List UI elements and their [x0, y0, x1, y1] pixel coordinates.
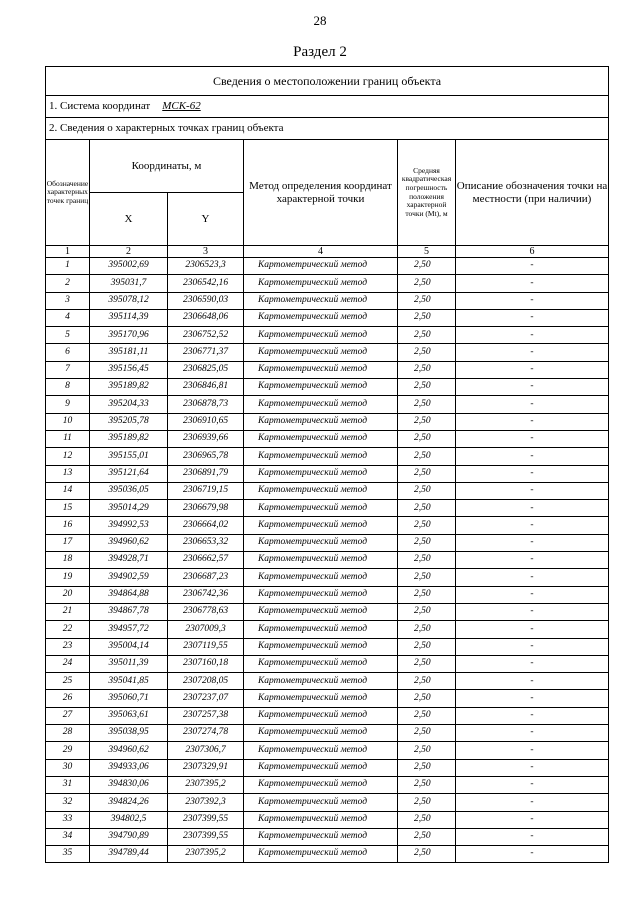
y-coordinate-cell: 2306719,15 — [168, 482, 244, 499]
x-coordinate-cell: 395002,69 — [90, 258, 168, 275]
table-row — [46, 828, 609, 845]
table-row — [46, 413, 609, 430]
method-cell: Картометрический метод — [244, 569, 398, 586]
method-cell: Картометрический метод — [244, 586, 398, 603]
accuracy-cell: 2,50 — [398, 430, 456, 447]
point-number-cell: 13 — [46, 465, 90, 482]
y-coordinate-cell: 2306846,81 — [168, 379, 244, 396]
header-method: Метод определения координат характерной точки — [244, 140, 398, 246]
point-number-cell: 15 — [46, 500, 90, 517]
description-cell: - — [456, 361, 609, 378]
x-coordinate-cell: 395189,82 — [90, 430, 168, 447]
table-row — [46, 638, 609, 655]
accuracy-cell: 2,50 — [398, 655, 456, 672]
point-number-cell: 7 — [46, 361, 90, 378]
y-coordinate-cell: 2307160,18 — [168, 655, 244, 672]
description-cell: - — [456, 569, 609, 586]
method-cell: Картометрический метод — [244, 811, 398, 828]
column-number: 5 — [398, 246, 456, 258]
x-coordinate-cell: 394790,89 — [90, 828, 168, 845]
accuracy-cell: 2,50 — [398, 448, 456, 465]
accuracy-cell: 2,50 — [398, 361, 456, 378]
description-cell: - — [456, 759, 609, 776]
method-cell: Картометрический метод — [244, 465, 398, 482]
x-coordinate-cell: 395189,82 — [90, 379, 168, 396]
accuracy-cell: 2,50 — [398, 569, 456, 586]
description-cell: - — [456, 309, 609, 326]
method-cell: Картометрический метод — [244, 690, 398, 707]
header-accuracy: Средняя квадратическая погрешность положения характерной точки (Mt), м — [398, 140, 456, 246]
method-cell: Картометрический метод — [244, 327, 398, 344]
header-description: Описание обозначения точки на местности (при наличии) — [456, 140, 609, 246]
accuracy-cell: 2,50 — [398, 482, 456, 499]
table-row — [46, 361, 609, 378]
description-cell: - — [456, 534, 609, 551]
method-cell: Картометрический метод — [244, 725, 398, 742]
y-coordinate-cell: 2307395,2 — [168, 776, 244, 793]
point-number-cell: 11 — [46, 430, 90, 447]
column-number: 3 — [168, 246, 244, 258]
accuracy-cell: 2,50 — [398, 413, 456, 430]
table-row — [46, 725, 609, 742]
table-row — [46, 396, 609, 413]
point-number-cell: 30 — [46, 759, 90, 776]
description-cell: - — [456, 673, 609, 690]
boundary-points-table — [45, 66, 609, 863]
point-number-cell: 29 — [46, 742, 90, 759]
point-number-cell: 23 — [46, 638, 90, 655]
x-coordinate-cell: 394824,26 — [90, 794, 168, 811]
coordinate-system-label: 1. Система координат — [49, 100, 151, 112]
accuracy-cell: 2,50 — [398, 292, 456, 309]
point-number-cell: 3 — [46, 292, 90, 309]
description-cell: - — [456, 811, 609, 828]
accuracy-cell: 2,50 — [398, 465, 456, 482]
point-number-cell: 35 — [46, 846, 90, 863]
y-coordinate-cell: 2306664,02 — [168, 517, 244, 534]
y-coordinate-cell: 2306590,03 — [168, 292, 244, 309]
y-coordinate-cell: 2306523,3 — [168, 258, 244, 275]
method-cell: Картометрический метод — [244, 673, 398, 690]
method-cell: Картометрический метод — [244, 759, 398, 776]
y-coordinate-cell: 2306771,37 — [168, 344, 244, 361]
y-coordinate-cell: 2307274,78 — [168, 725, 244, 742]
table-row — [46, 258, 609, 275]
accuracy-cell: 2,50 — [398, 690, 456, 707]
x-coordinate-cell: 395031,7 — [90, 275, 168, 292]
table-row — [46, 621, 609, 638]
y-coordinate-cell: 2306662,57 — [168, 552, 244, 569]
accuracy-cell: 2,50 — [398, 534, 456, 551]
x-coordinate-cell: 394928,71 — [90, 552, 168, 569]
description-cell: - — [456, 655, 609, 672]
column-number: 6 — [456, 246, 609, 258]
accuracy-cell: 2,50 — [398, 776, 456, 793]
y-coordinate-cell: 2307306,7 — [168, 742, 244, 759]
description-cell: - — [456, 396, 609, 413]
point-number-cell: 31 — [46, 776, 90, 793]
x-coordinate-cell: 395014,29 — [90, 500, 168, 517]
point-number-cell: 25 — [46, 673, 90, 690]
x-coordinate-cell: 395204,33 — [90, 396, 168, 413]
description-cell: - — [456, 275, 609, 292]
accuracy-cell: 2,50 — [398, 759, 456, 776]
method-cell: Картометрический метод — [244, 275, 398, 292]
method-cell: Картометрический метод — [244, 379, 398, 396]
x-coordinate-cell: 395205,78 — [90, 413, 168, 430]
y-coordinate-cell: 2307009,3 — [168, 621, 244, 638]
y-coordinate-cell: 2307399,55 — [168, 828, 244, 845]
table-row — [46, 275, 609, 292]
description-cell: - — [456, 603, 609, 620]
table-row — [46, 465, 609, 482]
table-row — [46, 569, 609, 586]
method-cell: Картометрический метод — [244, 344, 398, 361]
column-number: 4 — [244, 246, 398, 258]
x-coordinate-cell: 394960,62 — [90, 742, 168, 759]
description-cell: - — [456, 794, 609, 811]
method-cell: Картометрический метод — [244, 309, 398, 326]
table-row — [46, 794, 609, 811]
accuracy-cell: 2,50 — [398, 794, 456, 811]
accuracy-cell: 2,50 — [398, 500, 456, 517]
table-row — [46, 309, 609, 326]
table-row — [46, 534, 609, 551]
description-cell: - — [456, 621, 609, 638]
accuracy-cell: 2,50 — [398, 379, 456, 396]
accuracy-cell: 2,50 — [398, 638, 456, 655]
table-row — [46, 846, 609, 863]
description-cell: - — [456, 327, 609, 344]
column-number: 1 — [46, 246, 90, 258]
method-cell: Картометрический метод — [244, 603, 398, 620]
x-coordinate-cell: 394802,5 — [90, 811, 168, 828]
table-row — [46, 379, 609, 396]
x-coordinate-cell: 395181,11 — [90, 344, 168, 361]
point-number-cell: 28 — [46, 725, 90, 742]
point-number-cell: 27 — [46, 707, 90, 724]
method-cell: Картометрический метод — [244, 258, 398, 275]
x-coordinate-cell: 395036,05 — [90, 482, 168, 499]
table-row — [46, 500, 609, 517]
method-cell: Картометрический метод — [244, 638, 398, 655]
y-coordinate-cell: 2306965,78 — [168, 448, 244, 465]
accuracy-cell: 2,50 — [398, 725, 456, 742]
x-coordinate-cell: 395170,96 — [90, 327, 168, 344]
coordinate-system-row — [46, 96, 609, 118]
description-cell: - — [456, 742, 609, 759]
method-cell: Картометрический метод — [244, 292, 398, 309]
method-cell: Картометрический метод — [244, 846, 398, 863]
description-cell: - — [456, 448, 609, 465]
y-coordinate-cell: 2306752,52 — [168, 327, 244, 344]
point-number-cell: 12 — [46, 448, 90, 465]
method-cell: Картометрический метод — [244, 430, 398, 447]
table-row — [46, 759, 609, 776]
accuracy-cell: 2,50 — [398, 828, 456, 845]
x-coordinate-cell: 395041,85 — [90, 673, 168, 690]
accuracy-cell: 2,50 — [398, 309, 456, 326]
description-cell: - — [456, 430, 609, 447]
accuracy-cell: 2,50 — [398, 327, 456, 344]
method-cell: Картометрический метод — [244, 707, 398, 724]
y-coordinate-cell: 2307119,55 — [168, 638, 244, 655]
x-coordinate-cell: 394864,88 — [90, 586, 168, 603]
method-cell: Картометрический метод — [244, 742, 398, 759]
method-cell: Картометрический метод — [244, 776, 398, 793]
description-cell: - — [456, 344, 609, 361]
point-number-cell: 5 — [46, 327, 90, 344]
accuracy-cell: 2,50 — [398, 396, 456, 413]
table-row — [46, 292, 609, 309]
description-cell: - — [456, 690, 609, 707]
method-cell: Картометрический метод — [244, 361, 398, 378]
table-row — [46, 586, 609, 603]
description-cell: - — [456, 828, 609, 845]
point-number-cell: 8 — [46, 379, 90, 396]
accuracy-cell: 2,50 — [398, 603, 456, 620]
header-x: X — [90, 193, 168, 246]
point-number-cell: 18 — [46, 552, 90, 569]
x-coordinate-cell: 394830,06 — [90, 776, 168, 793]
x-coordinate-cell: 395155,01 — [90, 448, 168, 465]
x-coordinate-cell: 394789,44 — [90, 846, 168, 863]
method-cell: Картометрический метод — [244, 448, 398, 465]
points-section-label: 2. Сведения о характерных точках границ объекта — [46, 118, 609, 140]
accuracy-cell: 2,50 — [398, 586, 456, 603]
x-coordinate-cell: 394992,53 — [90, 517, 168, 534]
table-row — [46, 603, 609, 620]
table-row — [46, 673, 609, 690]
y-coordinate-cell: 2306778,63 — [168, 603, 244, 620]
table-row — [46, 742, 609, 759]
x-coordinate-cell: 394960,62 — [90, 534, 168, 551]
table-title: Сведения о местоположении границ объекта — [46, 67, 609, 96]
method-cell: Картометрический метод — [244, 413, 398, 430]
point-number-cell: 20 — [46, 586, 90, 603]
y-coordinate-cell: 2306687,23 — [168, 569, 244, 586]
point-number-cell: 19 — [46, 569, 90, 586]
x-coordinate-cell: 395060,71 — [90, 690, 168, 707]
description-cell: - — [456, 846, 609, 863]
y-coordinate-cell: 2306878,73 — [168, 396, 244, 413]
description-cell: - — [456, 725, 609, 742]
x-coordinate-cell: 395011,39 — [90, 655, 168, 672]
point-number-cell: 1 — [46, 258, 90, 275]
coordinate-system-value: МСК-62 — [162, 100, 201, 112]
y-coordinate-cell: 2306891,79 — [168, 465, 244, 482]
description-cell: - — [456, 379, 609, 396]
x-coordinate-cell: 395063,61 — [90, 707, 168, 724]
method-cell: Картометрический метод — [244, 621, 398, 638]
section-title: Раздел 2 — [293, 44, 347, 60]
description-cell: - — [456, 552, 609, 569]
point-number-cell: 4 — [46, 309, 90, 326]
header-y: Y — [168, 193, 244, 246]
table-row — [46, 327, 609, 344]
column-number: 2 — [90, 246, 168, 258]
point-number-cell: 26 — [46, 690, 90, 707]
y-coordinate-cell: 2307208,05 — [168, 673, 244, 690]
description-cell: - — [456, 517, 609, 534]
y-coordinate-cell: 2306648,06 — [168, 309, 244, 326]
y-coordinate-cell: 2306653,32 — [168, 534, 244, 551]
method-cell: Картометрический метод — [244, 794, 398, 811]
y-coordinate-cell: 2307392,3 — [168, 794, 244, 811]
x-coordinate-cell: 394902,59 — [90, 569, 168, 586]
method-cell: Картометрический метод — [244, 482, 398, 499]
table-row — [46, 707, 609, 724]
method-cell: Картометрический метод — [244, 828, 398, 845]
y-coordinate-cell: 2307399,55 — [168, 811, 244, 828]
x-coordinate-cell: 395038,95 — [90, 725, 168, 742]
accuracy-cell: 2,50 — [398, 707, 456, 724]
accuracy-cell: 2,50 — [398, 258, 456, 275]
description-cell: - — [456, 482, 609, 499]
y-coordinate-cell: 2307257,38 — [168, 707, 244, 724]
point-number-cell: 22 — [46, 621, 90, 638]
point-number-cell: 32 — [46, 794, 90, 811]
method-cell: Картометрический метод — [244, 396, 398, 413]
description-cell: - — [456, 465, 609, 482]
y-coordinate-cell: 2306542,16 — [168, 275, 244, 292]
point-number-cell: 9 — [46, 396, 90, 413]
page-number: 28 — [313, 13, 327, 28]
x-coordinate-cell: 395078,12 — [90, 292, 168, 309]
y-coordinate-cell: 2307395,2 — [168, 846, 244, 863]
x-coordinate-cell: 394957,72 — [90, 621, 168, 638]
header-coordinates: Координаты, м — [90, 140, 244, 193]
accuracy-cell: 2,50 — [398, 742, 456, 759]
method-cell: Картометрический метод — [244, 552, 398, 569]
y-coordinate-cell: 2306679,98 — [168, 500, 244, 517]
table-row — [46, 655, 609, 672]
point-number-cell: 2 — [46, 275, 90, 292]
y-coordinate-cell: 2306910,65 — [168, 413, 244, 430]
method-cell: Картометрический метод — [244, 655, 398, 672]
header-designation: Обозначение характерных точек границ — [46, 140, 90, 246]
y-coordinate-cell: 2307329,91 — [168, 759, 244, 776]
table-row — [46, 482, 609, 499]
x-coordinate-cell: 395156,45 — [90, 361, 168, 378]
point-number-cell: 33 — [46, 811, 90, 828]
table-row — [46, 552, 609, 569]
description-cell: - — [456, 413, 609, 430]
table-row — [46, 690, 609, 707]
accuracy-cell: 2,50 — [398, 275, 456, 292]
accuracy-cell: 2,50 — [398, 552, 456, 569]
description-cell: - — [456, 586, 609, 603]
accuracy-cell: 2,50 — [398, 621, 456, 638]
accuracy-cell: 2,50 — [398, 673, 456, 690]
point-number-cell: 6 — [46, 344, 90, 361]
method-cell: Картометрический метод — [244, 500, 398, 517]
description-cell: - — [456, 776, 609, 793]
table-row — [46, 448, 609, 465]
description-cell: - — [456, 638, 609, 655]
accuracy-cell: 2,50 — [398, 344, 456, 361]
description-cell: - — [456, 292, 609, 309]
accuracy-cell: 2,50 — [398, 846, 456, 863]
point-number-cell: 21 — [46, 603, 90, 620]
point-number-cell: 10 — [46, 413, 90, 430]
table-row — [46, 430, 609, 447]
x-coordinate-cell: 394933,06 — [90, 759, 168, 776]
accuracy-cell: 2,50 — [398, 811, 456, 828]
point-number-cell: 34 — [46, 828, 90, 845]
y-coordinate-cell: 2306825,05 — [168, 361, 244, 378]
table-row — [46, 344, 609, 361]
x-coordinate-cell: 394867,78 — [90, 603, 168, 620]
x-coordinate-cell: 395004,14 — [90, 638, 168, 655]
method-cell: Картометрический метод — [244, 517, 398, 534]
table-row — [46, 776, 609, 793]
point-number-cell: 24 — [46, 655, 90, 672]
description-cell: - — [456, 258, 609, 275]
table-row — [46, 811, 609, 828]
accuracy-cell: 2,50 — [398, 517, 456, 534]
point-number-cell: 14 — [46, 482, 90, 499]
description-cell: - — [456, 707, 609, 724]
x-coordinate-cell: 395121,64 — [90, 465, 168, 482]
point-number-cell: 16 — [46, 517, 90, 534]
method-cell: Картометрический метод — [244, 534, 398, 551]
description-cell: - — [456, 500, 609, 517]
point-number-cell: 17 — [46, 534, 90, 551]
y-coordinate-cell: 2306939,66 — [168, 430, 244, 447]
x-coordinate-cell: 395114,39 — [90, 309, 168, 326]
table-row — [46, 517, 609, 534]
y-coordinate-cell: 2307237,07 — [168, 690, 244, 707]
y-coordinate-cell: 2306742,36 — [168, 586, 244, 603]
